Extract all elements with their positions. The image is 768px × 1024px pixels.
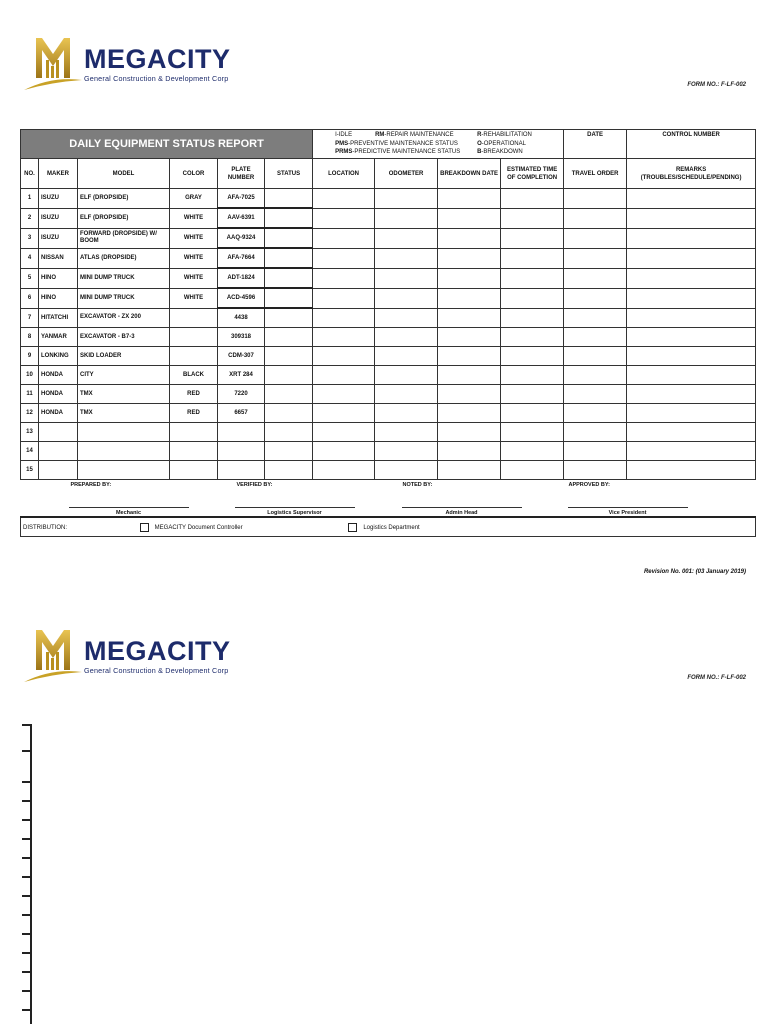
row-number: 1 bbox=[21, 189, 39, 209]
row-status-cell[interactable] bbox=[265, 461, 313, 480]
row-odometer-cell[interactable] bbox=[375, 308, 438, 328]
row-odometer-cell[interactable] bbox=[375, 288, 438, 308]
row-location-cell[interactable] bbox=[313, 268, 375, 288]
row-plate: AAQ-9324 bbox=[218, 228, 265, 248]
row-maker: ISUZU bbox=[39, 208, 78, 228]
report-title: DAILY EQUIPMENT STATUS REPORT bbox=[21, 130, 313, 159]
row-remarks-cell[interactable] bbox=[627, 347, 756, 366]
megacity-logo-icon bbox=[22, 628, 84, 686]
table-row bbox=[21, 288, 756, 308]
row-location-cell[interactable] bbox=[313, 366, 375, 385]
legend-prms-text: -PREDICTIVE MAINTENANCE STATUS bbox=[352, 149, 461, 156]
row-odometer-cell[interactable] bbox=[375, 189, 438, 209]
table-row bbox=[21, 228, 756, 248]
row-travel-cell[interactable] bbox=[564, 288, 627, 308]
row-model: SKID LOADER bbox=[78, 347, 170, 366]
ruler-tick bbox=[22, 750, 31, 752]
row-plate bbox=[218, 423, 265, 442]
row-breakdown-cell[interactable] bbox=[438, 288, 501, 308]
row-number: 14 bbox=[21, 442, 39, 461]
table-row bbox=[21, 442, 756, 461]
row-odometer-cell[interactable] bbox=[375, 442, 438, 461]
row-status-cell[interactable] bbox=[265, 308, 313, 328]
legend-o-code: O bbox=[477, 140, 482, 147]
legend-b-text: -BREAKDOWN bbox=[481, 149, 523, 156]
row-travel-cell[interactable] bbox=[564, 328, 627, 347]
row-travel-cell[interactable] bbox=[564, 248, 627, 268]
control-number-label: CONTROL NUMBER bbox=[662, 132, 720, 138]
row-odometer-cell[interactable] bbox=[375, 461, 438, 480]
row-model: MINI DUMP TRUCK bbox=[78, 268, 170, 288]
row-odometer-cell[interactable] bbox=[375, 228, 438, 248]
row-etc-cell[interactable] bbox=[501, 288, 564, 308]
distribution-row bbox=[21, 517, 756, 537]
table-row bbox=[21, 268, 756, 288]
row-model: TMX bbox=[78, 404, 170, 423]
row-travel-cell[interactable] bbox=[564, 208, 627, 228]
row-number: 4 bbox=[21, 248, 39, 268]
col-no: NO. bbox=[21, 159, 39, 189]
table-row bbox=[21, 308, 756, 328]
row-remarks-cell[interactable] bbox=[627, 268, 756, 288]
row-model: MINI DUMP TRUCK bbox=[78, 288, 170, 308]
row-model bbox=[78, 461, 170, 480]
row-breakdown-cell[interactable] bbox=[438, 189, 501, 209]
table-edge-ruler bbox=[22, 724, 34, 1024]
distribution-label: DISTRIBUTION: bbox=[23, 524, 68, 531]
col-travel-order: TRAVEL ORDER bbox=[564, 159, 627, 189]
table-row bbox=[21, 423, 756, 442]
row-odometer-cell[interactable] bbox=[375, 347, 438, 366]
company-subtitle: General Construction & Development Corp bbox=[84, 74, 229, 83]
revision-note: Revision No. 001: (03 January 2019) bbox=[643, 569, 746, 575]
table-row bbox=[21, 189, 756, 209]
col-remarks: REMARKS (TROUBLES/SCHEDULE/PENDING) bbox=[627, 159, 756, 189]
row-color bbox=[170, 461, 218, 480]
legend-o-text: -OPERATIONAL bbox=[481, 140, 526, 147]
company-logo-page-2 bbox=[22, 628, 262, 698]
row-plate: AFA-7664 bbox=[218, 248, 265, 268]
row-plate: 6657 bbox=[218, 404, 265, 423]
row-etc-cell[interactable] bbox=[501, 268, 564, 288]
col-etc: ESTIMATED TIME OF COMPLETION bbox=[501, 159, 564, 189]
ruler-tick bbox=[22, 857, 31, 859]
ruler-tick bbox=[22, 971, 31, 973]
row-model bbox=[78, 442, 170, 461]
status-legend bbox=[313, 130, 564, 159]
table-row bbox=[21, 328, 756, 347]
row-travel-cell[interactable] bbox=[564, 347, 627, 366]
row-odometer-cell[interactable] bbox=[375, 423, 438, 442]
row-model: FORWARD (DROPSIDE) W/ BOOM bbox=[78, 228, 170, 248]
row-model: TMX bbox=[78, 385, 170, 404]
ruler-tick bbox=[22, 838, 31, 840]
row-model: EXCAVATOR - B7-3 bbox=[78, 328, 170, 347]
row-status-cell[interactable] bbox=[265, 208, 313, 228]
prepared-by-line[interactable] bbox=[69, 507, 189, 508]
row-etc-cell[interactable] bbox=[501, 228, 564, 248]
ruler-tick bbox=[22, 952, 31, 954]
noted-by-role: Admin Head bbox=[445, 510, 478, 516]
table-row bbox=[21, 385, 756, 404]
row-location-cell[interactable] bbox=[313, 461, 375, 480]
legend-rm-code: RM bbox=[375, 132, 385, 139]
row-breakdown-cell[interactable] bbox=[438, 347, 501, 366]
row-number: 8 bbox=[21, 328, 39, 347]
row-maker bbox=[39, 423, 78, 442]
legend-r-text: -REHABILITATION bbox=[481, 132, 532, 139]
date-header bbox=[564, 130, 627, 159]
row-location-cell[interactable] bbox=[313, 423, 375, 442]
row-maker: YANMAR bbox=[39, 328, 78, 347]
ruler-tick bbox=[22, 933, 31, 935]
checkbox-document-controller[interactable] bbox=[140, 523, 149, 532]
row-plate: AAV-6391 bbox=[218, 208, 265, 228]
row-etc-cell[interactable] bbox=[501, 189, 564, 209]
row-breakdown-cell[interactable] bbox=[438, 385, 501, 404]
row-plate bbox=[218, 442, 265, 461]
verified-by-line[interactable] bbox=[235, 507, 355, 508]
row-maker bbox=[39, 461, 78, 480]
row-location-cell[interactable] bbox=[313, 328, 375, 347]
row-location-cell[interactable] bbox=[313, 189, 375, 209]
legend-r-code: R bbox=[477, 132, 482, 139]
row-breakdown-cell[interactable] bbox=[438, 208, 501, 228]
table-row bbox=[21, 208, 756, 228]
row-color bbox=[170, 442, 218, 461]
row-remarks-cell[interactable] bbox=[627, 328, 756, 347]
row-status-cell[interactable] bbox=[265, 347, 313, 366]
form-number-page-2: FORM NO.: F-LF-002 bbox=[687, 675, 746, 681]
legend-idle: I-IDLE bbox=[335, 132, 353, 139]
signature-block bbox=[21, 480, 756, 518]
legend-prms-code: PRMS bbox=[335, 149, 353, 156]
megacity-logo-icon bbox=[22, 36, 84, 94]
col-maker: MAKER bbox=[39, 159, 78, 189]
row-model: EXCAVATOR - ZX 200 bbox=[78, 308, 170, 328]
approved-by-line[interactable] bbox=[568, 507, 688, 508]
date-label: DATE bbox=[587, 132, 604, 138]
row-maker: HINO bbox=[39, 288, 78, 308]
row-odometer-cell[interactable] bbox=[375, 328, 438, 347]
row-status-cell[interactable] bbox=[265, 288, 313, 308]
row-remarks-cell[interactable] bbox=[627, 308, 756, 328]
table-row bbox=[21, 347, 756, 366]
row-travel-cell[interactable] bbox=[564, 366, 627, 385]
row-plate: 4438 bbox=[218, 308, 265, 328]
row-status-cell[interactable] bbox=[265, 404, 313, 423]
row-remarks-cell[interactable] bbox=[627, 248, 756, 268]
row-odometer-cell[interactable] bbox=[375, 208, 438, 228]
ruler-tick bbox=[22, 895, 31, 897]
row-status-cell[interactable] bbox=[265, 423, 313, 442]
company-name: MEGACITY bbox=[84, 44, 231, 74]
row-travel-cell[interactable] bbox=[564, 228, 627, 248]
row-travel-cell[interactable] bbox=[564, 189, 627, 209]
row-breakdown-cell[interactable] bbox=[438, 268, 501, 288]
distribution-option-2: Logistics Department bbox=[363, 524, 420, 531]
company-subtitle-page-2: General Construction & Development Corp bbox=[84, 666, 229, 675]
row-number: 13 bbox=[21, 423, 39, 442]
noted-by-label: NOTED BY: bbox=[402, 482, 433, 488]
row-maker: ISUZU bbox=[39, 189, 78, 209]
prepared-by-label: PREPARED BY: bbox=[70, 482, 112, 488]
row-location-cell[interactable] bbox=[313, 248, 375, 268]
row-status-cell[interactable] bbox=[265, 248, 313, 268]
row-remarks-cell[interactable] bbox=[627, 442, 756, 461]
row-travel-cell[interactable] bbox=[564, 308, 627, 328]
ruler-tick bbox=[22, 819, 31, 821]
row-maker: HINO bbox=[39, 268, 78, 288]
prepared-by-role: Mechanic bbox=[115, 510, 142, 516]
row-etc-cell[interactable] bbox=[501, 347, 564, 366]
row-breakdown-cell[interactable] bbox=[438, 228, 501, 248]
row-etc-cell[interactable] bbox=[501, 404, 564, 423]
ruler-tick bbox=[22, 1009, 31, 1011]
approved-by-label: APPROVED BY: bbox=[568, 482, 610, 488]
row-status-cell[interactable] bbox=[265, 442, 313, 461]
row-breakdown-cell[interactable] bbox=[438, 404, 501, 423]
row-plate: 309318 bbox=[218, 328, 265, 347]
row-etc-cell[interactable] bbox=[501, 461, 564, 480]
row-color: RED bbox=[170, 385, 218, 404]
row-location-cell[interactable] bbox=[313, 442, 375, 461]
row-remarks-cell[interactable] bbox=[627, 385, 756, 404]
row-odometer-cell[interactable] bbox=[375, 385, 438, 404]
legend-rm-text: -REPAIR MAINTENANCE bbox=[384, 132, 454, 139]
row-etc-cell[interactable] bbox=[501, 366, 564, 385]
row-etc-cell[interactable] bbox=[501, 423, 564, 442]
col-plate: PLATE NUMBER bbox=[218, 159, 265, 189]
legend-b-code: B bbox=[477, 149, 482, 156]
row-maker: NISSAN bbox=[39, 248, 78, 268]
company-name-page-2: MEGACITY bbox=[84, 636, 231, 666]
row-location-cell[interactable] bbox=[313, 288, 375, 308]
row-maker: LONKING bbox=[39, 347, 78, 366]
row-location-cell[interactable] bbox=[313, 404, 375, 423]
equipment-status-table bbox=[20, 129, 756, 537]
distribution-option-1: MEGACITY Document Controller bbox=[154, 524, 243, 531]
row-breakdown-cell[interactable] bbox=[438, 461, 501, 480]
row-travel-cell[interactable] bbox=[564, 385, 627, 404]
row-status-cell[interactable] bbox=[265, 268, 313, 288]
row-status-cell[interactable] bbox=[265, 189, 313, 209]
row-color bbox=[170, 308, 218, 328]
row-remarks-cell[interactable] bbox=[627, 404, 756, 423]
row-maker: HONDA bbox=[39, 366, 78, 385]
row-model: CITY bbox=[78, 366, 170, 385]
row-color: WHITE bbox=[170, 248, 218, 268]
row-travel-cell[interactable] bbox=[564, 423, 627, 442]
row-travel-cell[interactable] bbox=[564, 461, 627, 480]
row-odometer-cell[interactable] bbox=[375, 268, 438, 288]
row-travel-cell[interactable] bbox=[564, 268, 627, 288]
row-maker: ISUZU bbox=[39, 228, 78, 248]
row-color bbox=[170, 347, 218, 366]
row-plate: ACD-4596 bbox=[218, 288, 265, 308]
row-odometer-cell[interactable] bbox=[375, 404, 438, 423]
legend-pms-text: -PREVENTIVE MAINTENANCE STATUS bbox=[348, 140, 458, 147]
col-status: STATUS bbox=[265, 159, 313, 189]
row-number: 12 bbox=[21, 404, 39, 423]
row-color bbox=[170, 328, 218, 347]
row-plate: CDM-307 bbox=[218, 347, 265, 366]
row-breakdown-cell[interactable] bbox=[438, 248, 501, 268]
row-plate: XRT 284 bbox=[218, 366, 265, 385]
table-row bbox=[21, 366, 756, 385]
row-breakdown-cell[interactable] bbox=[438, 366, 501, 385]
row-breakdown-cell[interactable] bbox=[438, 308, 501, 328]
legend-pms-code: PMS bbox=[335, 140, 349, 147]
ruler-tick bbox=[22, 876, 31, 878]
row-etc-cell[interactable] bbox=[501, 385, 564, 404]
row-plate: AFA-7025 bbox=[218, 189, 265, 209]
row-breakdown-cell[interactable] bbox=[438, 423, 501, 442]
row-odometer-cell[interactable] bbox=[375, 248, 438, 268]
company-logo bbox=[22, 36, 262, 106]
col-model: MODEL bbox=[78, 159, 170, 189]
ruler-tick bbox=[22, 724, 31, 726]
row-location-cell[interactable] bbox=[313, 228, 375, 248]
row-etc-cell[interactable] bbox=[501, 328, 564, 347]
row-remarks-cell[interactable] bbox=[627, 288, 756, 308]
row-etc-cell[interactable] bbox=[501, 208, 564, 228]
row-location-cell[interactable] bbox=[313, 308, 375, 328]
row-etc-cell[interactable] bbox=[501, 248, 564, 268]
row-model: ELF (DROPSIDE) bbox=[78, 189, 170, 209]
row-color: WHITE bbox=[170, 228, 218, 248]
row-number: 15 bbox=[21, 461, 39, 480]
row-status-cell[interactable] bbox=[265, 328, 313, 347]
row-number: 5 bbox=[21, 268, 39, 288]
row-maker: HITATCHI bbox=[39, 308, 78, 328]
row-etc-cell[interactable] bbox=[501, 308, 564, 328]
form-number: FORM NO.: F-LF-002 bbox=[687, 82, 746, 88]
table-body bbox=[21, 189, 756, 480]
table-row bbox=[21, 248, 756, 268]
row-number: 7 bbox=[21, 308, 39, 328]
row-plate bbox=[218, 461, 265, 480]
noted-by-line[interactable] bbox=[402, 507, 522, 508]
row-breakdown-cell[interactable] bbox=[438, 442, 501, 461]
ruler-tick bbox=[22, 990, 31, 992]
row-color: RED bbox=[170, 404, 218, 423]
row-breakdown-cell[interactable] bbox=[438, 328, 501, 347]
row-number: 3 bbox=[21, 228, 39, 248]
checkbox-logistics-department[interactable] bbox=[348, 523, 357, 532]
approved-by-role: Vice President bbox=[608, 510, 647, 516]
control-number-header bbox=[627, 130, 756, 159]
row-status-cell[interactable] bbox=[265, 385, 313, 404]
col-breakdown-date: BREAKDOWN DATE bbox=[438, 159, 501, 189]
row-location-cell[interactable] bbox=[313, 385, 375, 404]
row-color: WHITE bbox=[170, 208, 218, 228]
row-color: BLACK bbox=[170, 366, 218, 385]
row-maker bbox=[39, 442, 78, 461]
row-color: WHITE bbox=[170, 288, 218, 308]
row-number: 11 bbox=[21, 385, 39, 404]
row-remarks-cell[interactable] bbox=[627, 228, 756, 248]
row-travel-cell[interactable] bbox=[564, 442, 627, 461]
row-remarks-cell[interactable] bbox=[627, 208, 756, 228]
row-status-cell[interactable] bbox=[265, 366, 313, 385]
row-location-cell[interactable] bbox=[313, 208, 375, 228]
row-etc-cell[interactable] bbox=[501, 442, 564, 461]
row-maker: HONDA bbox=[39, 385, 78, 404]
row-remarks-cell[interactable] bbox=[627, 189, 756, 209]
table-row bbox=[21, 461, 756, 480]
row-number: 9 bbox=[21, 347, 39, 366]
row-model: ELF (DROPSIDE) bbox=[78, 208, 170, 228]
row-model: ATLAS (DROPSIDE) bbox=[78, 248, 170, 268]
row-odometer-cell[interactable] bbox=[375, 366, 438, 385]
col-odometer: ODOMETER bbox=[375, 159, 438, 189]
verified-by-label: VERIFIED BY: bbox=[236, 482, 273, 488]
row-remarks-cell[interactable] bbox=[627, 366, 756, 385]
row-remarks-cell[interactable] bbox=[627, 461, 756, 480]
row-number: 10 bbox=[21, 366, 39, 385]
row-plate: 7220 bbox=[218, 385, 265, 404]
ruler-tick bbox=[22, 914, 31, 916]
col-location: LOCATION bbox=[313, 159, 375, 189]
table-row bbox=[21, 404, 756, 423]
row-plate: ADT-1824 bbox=[218, 268, 265, 288]
ruler-tick bbox=[22, 781, 31, 783]
ruler-line bbox=[30, 724, 32, 1024]
row-number: 6 bbox=[21, 288, 39, 308]
row-travel-cell[interactable] bbox=[564, 404, 627, 423]
row-color bbox=[170, 423, 218, 442]
row-color: GRAY bbox=[170, 189, 218, 209]
col-color: COLOR bbox=[170, 159, 218, 189]
row-number: 2 bbox=[21, 208, 39, 228]
row-maker: HONDA bbox=[39, 404, 78, 423]
verified-by-role: Logistics Supervisor bbox=[267, 510, 322, 516]
row-location-cell[interactable] bbox=[313, 347, 375, 366]
row-status-cell[interactable] bbox=[265, 228, 313, 248]
row-model bbox=[78, 423, 170, 442]
row-color: WHITE bbox=[170, 268, 218, 288]
ruler-tick bbox=[22, 800, 31, 802]
row-remarks-cell[interactable] bbox=[627, 423, 756, 442]
